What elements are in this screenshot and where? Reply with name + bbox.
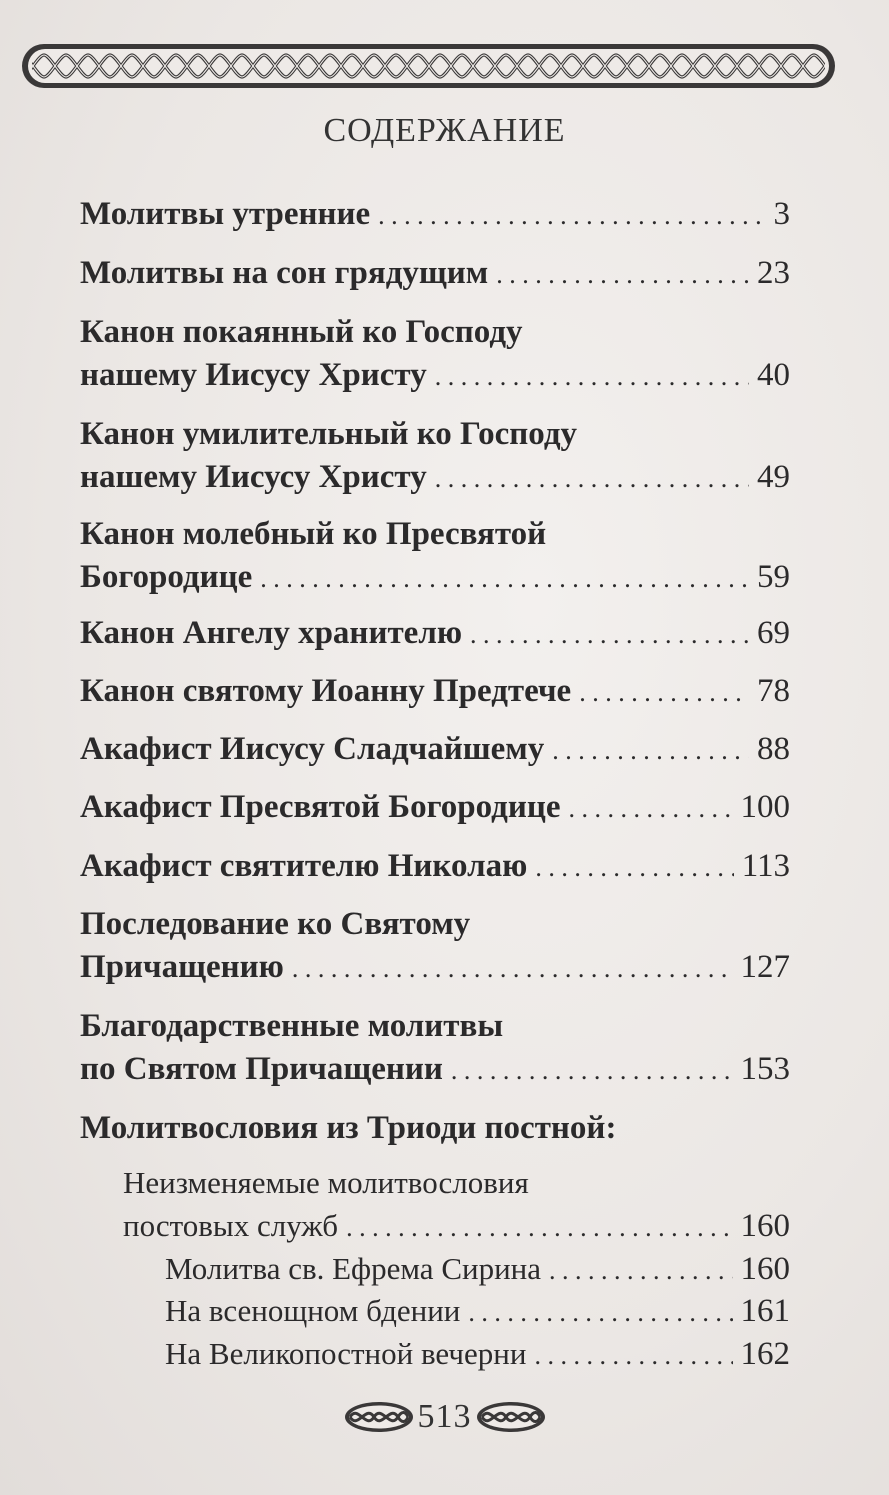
- toc-entry-title: Молитвы на сон грядущим: [80, 255, 489, 291]
- toc-entry-line: [80, 673, 790, 710]
- dot-leader: [468, 1293, 732, 1329]
- toc-page-number: 88: [757, 731, 790, 767]
- toc-entry-title: Причащению: [80, 949, 284, 985]
- toc-entry-line: [80, 1110, 616, 1147]
- toc-entry-title: Богородице: [80, 559, 253, 595]
- toc-entry-title: Акафист Иисусу Сладчайшему: [80, 731, 545, 767]
- toc-entry-line: [165, 1336, 790, 1373]
- toc-entry-line: [80, 906, 470, 943]
- toc-entry-title: Молитвословия из Триоди постной:: [80, 1110, 617, 1146]
- toc-page-number: 69: [757, 615, 790, 651]
- toc-page-number: 162: [740, 1336, 790, 1372]
- dot-leader: [535, 848, 733, 885]
- toc-entry-title: постовых служб: [123, 1208, 339, 1243]
- toc-entry-title: Благодарственные молитвы: [80, 1008, 504, 1044]
- toc-entry-title: Последование ко Святому: [80, 906, 471, 942]
- toc-entry-line: [80, 255, 790, 292]
- dot-leader: [549, 1251, 732, 1287]
- toc-entry-line: [80, 789, 790, 826]
- toc-entry-title: нашему Иисусу Христу: [80, 459, 427, 495]
- dot-leader: [470, 615, 749, 652]
- toc-entry-line: [80, 416, 577, 453]
- toc-entry-line: [80, 615, 790, 652]
- right-knot-ornament: [476, 1400, 546, 1434]
- dot-leader: [569, 789, 733, 826]
- toc-entry-line: [80, 949, 790, 986]
- dot-leader: [552, 731, 749, 768]
- toc-page-number: 3: [773, 196, 790, 232]
- toc-entry-line: [80, 459, 790, 496]
- toc-page-number: 160: [740, 1208, 790, 1244]
- page-number: 513: [417, 1398, 472, 1435]
- toc-entry-title: Канон умилительный ко Господу: [80, 416, 578, 452]
- dot-leader: [346, 1208, 732, 1244]
- toc-page-number: 40: [757, 357, 790, 393]
- toc-entry-line: [80, 731, 790, 768]
- page-footer: [0, 1392, 889, 1442]
- toc-entry-line: [80, 196, 790, 233]
- toc-entry-title: Акафист Пресвятой Богородице: [80, 789, 561, 825]
- dot-leader: [496, 255, 749, 292]
- left-knot-ornament: [344, 1400, 414, 1434]
- toc-entry-line: [80, 1008, 503, 1045]
- toc-page-number: 59: [757, 559, 790, 595]
- toc-entry-title: по Святом Причащении: [80, 1051, 443, 1087]
- dot-leader: [451, 1051, 733, 1088]
- toc-entry-line: [80, 559, 790, 596]
- dot-leader: [292, 949, 733, 986]
- toc-entry-title: На всенощном бдении: [165, 1293, 461, 1328]
- toc-entry-line: [80, 314, 523, 351]
- toc-entry-title: Канон покаянный ко Господу: [80, 314, 523, 350]
- dot-leader: [579, 673, 749, 710]
- dot-leader: [378, 196, 765, 233]
- page-title: СОДЕРЖАНИЕ: [323, 112, 566, 149]
- toc-page-number: 23: [757, 255, 790, 291]
- toc-entry-title: Канон Ангелу хранителю: [80, 615, 463, 651]
- toc-page-number: 127: [740, 949, 790, 985]
- toc-entry-line: [123, 1208, 790, 1245]
- dot-leader: [435, 357, 749, 394]
- toc-page-number: 160: [740, 1251, 790, 1287]
- toc-page-number: 153: [740, 1051, 790, 1087]
- toc-entry-line: [165, 1251, 790, 1288]
- toc-page-number: 113: [741, 848, 790, 884]
- toc-entry-title: Акафист святителю Николаю: [80, 848, 528, 884]
- celtic-knot-border-ornament: [22, 44, 835, 88]
- toc-entry-title: Молитвы утренние: [80, 196, 371, 232]
- toc-page-number: 161: [740, 1293, 790, 1329]
- toc-entry-line: [123, 1165, 529, 1201]
- dot-leader: [260, 559, 749, 596]
- toc-entry-title: Неизменяемые молитвословия: [123, 1165, 529, 1200]
- toc-entry-line: [80, 848, 790, 885]
- toc-entry-line: [80, 516, 546, 553]
- toc-entry-title: Канон святому Иоанну Предтече: [80, 673, 572, 709]
- dot-leader: [534, 1336, 732, 1372]
- toc-entry-line: [165, 1293, 790, 1330]
- toc-entry-title: Канон молебный ко Пресвятой: [80, 516, 547, 552]
- dot-leader: [435, 459, 749, 496]
- toc-entry-title: На Великопостной вечерни: [165, 1336, 527, 1371]
- toc-entry-line: [80, 1051, 790, 1088]
- toc-page-number: 78: [757, 673, 790, 709]
- toc-entry-title: Молитва св. Ефрема Сирина: [165, 1251, 542, 1286]
- toc-page-number: 100: [740, 789, 790, 825]
- toc-entry-line: [80, 357, 790, 394]
- toc-page-number: 49: [757, 459, 790, 495]
- toc-entry-title: нашему Иисусу Христу: [80, 357, 427, 393]
